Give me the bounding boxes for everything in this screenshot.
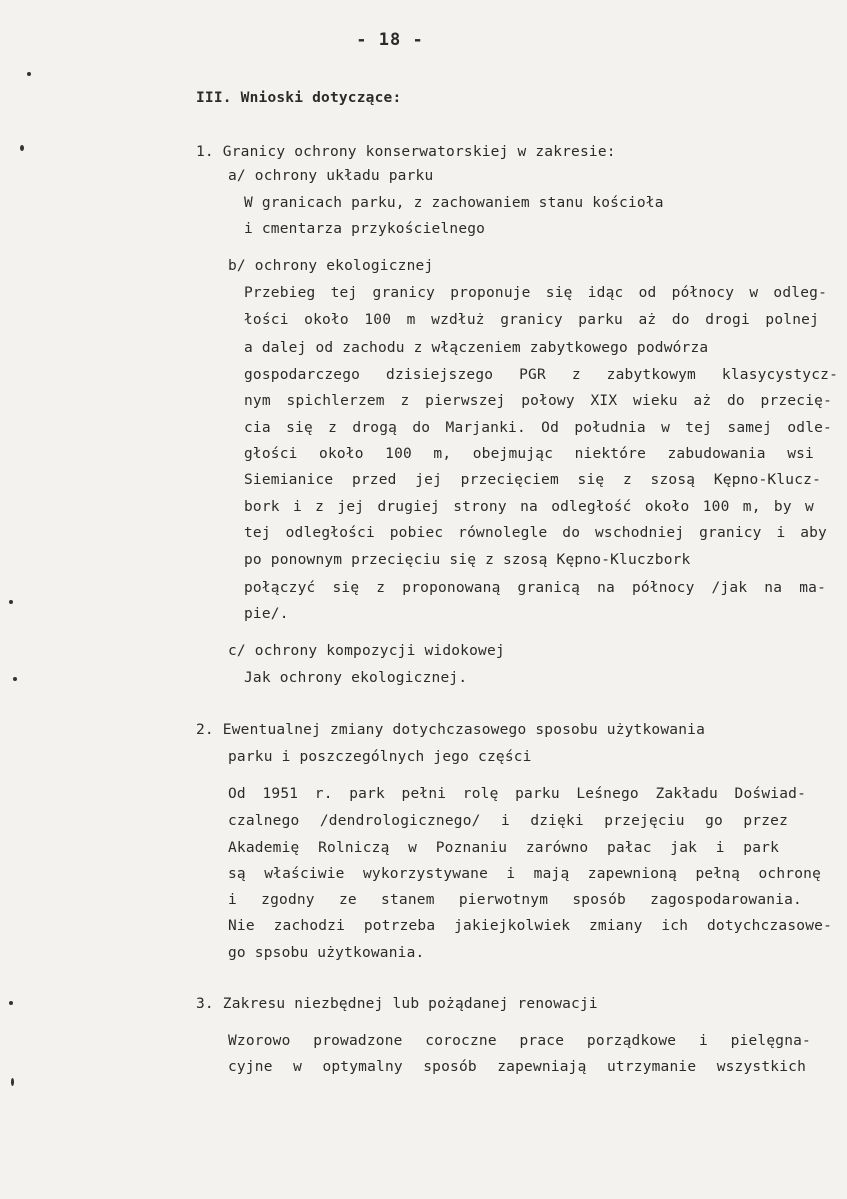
item-1-heading: 1. Granicy ochrony konserwatorskiej w zakresie: (196, 144, 616, 160)
item-1b-heading: b/ ochrony ekologicznej (228, 258, 434, 274)
binder-hole-mark (27, 72, 31, 76)
binder-hole-mark (9, 1001, 13, 1005)
item-1c-heading: c/ ochrony kompozycji widokowej (228, 643, 505, 659)
item-2-line: i zgodny ze stanem pierwotnym sposób zagospodarowania. (228, 892, 802, 908)
item-1b-line: pie/. (244, 606, 289, 622)
item-1b-line: cia się z drogą do Marjanki. Od południa w tej samej odle- (244, 420, 832, 436)
item-3-line: cyjne w optymalny sposób zapewniają utrzymanie wszystkich (228, 1059, 806, 1075)
item-2-line: czalnego /dendrologicznego/ i dzięki przejęciu go przez (228, 813, 788, 829)
item-3-heading: 3. Zakresu niezbędnej lub pożądanej renowacji (196, 996, 598, 1012)
item-1a-heading: a/ ochrony układu parku (228, 168, 434, 184)
item-1b-line: bork i z jej drugiej strony na odległość około 100 m, by w (244, 499, 814, 515)
item-2-line: Nie zachodzi potrzeba jakiejkolwiek zmiany ich dotychczasowe- (228, 918, 832, 934)
item-1b-line: głości około 100 m, obejmując niektóre zabudowania wsi (244, 446, 814, 462)
item-2-line: są właściwie wykorzystywane i mają zapewnioną pełną ochronę (228, 866, 821, 882)
binder-hole-mark (13, 677, 17, 681)
item-2-heading-cont: parku i poszczególnych jego części (228, 749, 532, 765)
page-number: - 18 - (356, 30, 424, 50)
item-2-line: go spsobu użytkowania. (228, 945, 425, 961)
item-1b-line: Przebieg tej granicy proponuje się idąc od północy w odleg- (244, 285, 827, 301)
item-1b-line: połączyć się z proponowaną granicą na północy /jak na ma- (244, 580, 826, 596)
binder-hole-mark (11, 1078, 14, 1086)
item-3-line: Wzorowo prowadzone coroczne prace porządkowe i pielęgna- (228, 1033, 811, 1049)
item-1b-line: nym spichlerzem z pierwszej połowy XIX wieku aż do przecię- (244, 393, 832, 409)
item-2-line: Akademię Rolniczą w Poznaniu zarówno pałac jak i park (228, 840, 779, 856)
item-1b-line: łości około 100 m wzdłuż granicy parku aż do drogi polnej (244, 312, 819, 328)
item-2-heading: 2. Ewentualnej zmiany dotychczasowego sposobu użytkowania (196, 722, 705, 738)
item-1c-line: Jak ochrony ekologicznej. (244, 670, 468, 686)
item-2-line: Od 1951 r. park pełni rolę parku Leśnego Zakładu Doświad- (228, 786, 806, 802)
item-1b-line: Siemianice przed jej przecięciem się z szosą Kępno-Klucz- (244, 472, 821, 488)
item-1a-line: W granicach parku, z zachowaniem stanu kościoła (244, 195, 664, 211)
item-1a-line: i cmentarza przykościelnego (244, 221, 486, 237)
item-1b-line: gospodarczego dzisiejszego PGR z zabytkowym klasycystycz- (244, 367, 838, 383)
item-1b-line: po ponownym przecięciu się z szosą Kępno-Kluczbork (244, 552, 691, 568)
item-1b-line: a dalej od zachodu z włączeniem zabytkowego podwórza (244, 340, 709, 356)
section-title: III. Wnioski dotyczące: (196, 90, 402, 106)
item-1b-line: tej odległości pobiec równolegle do wschodniej granicy i aby (244, 525, 827, 541)
binder-hole-mark (20, 145, 24, 151)
binder-hole-mark (9, 600, 13, 604)
